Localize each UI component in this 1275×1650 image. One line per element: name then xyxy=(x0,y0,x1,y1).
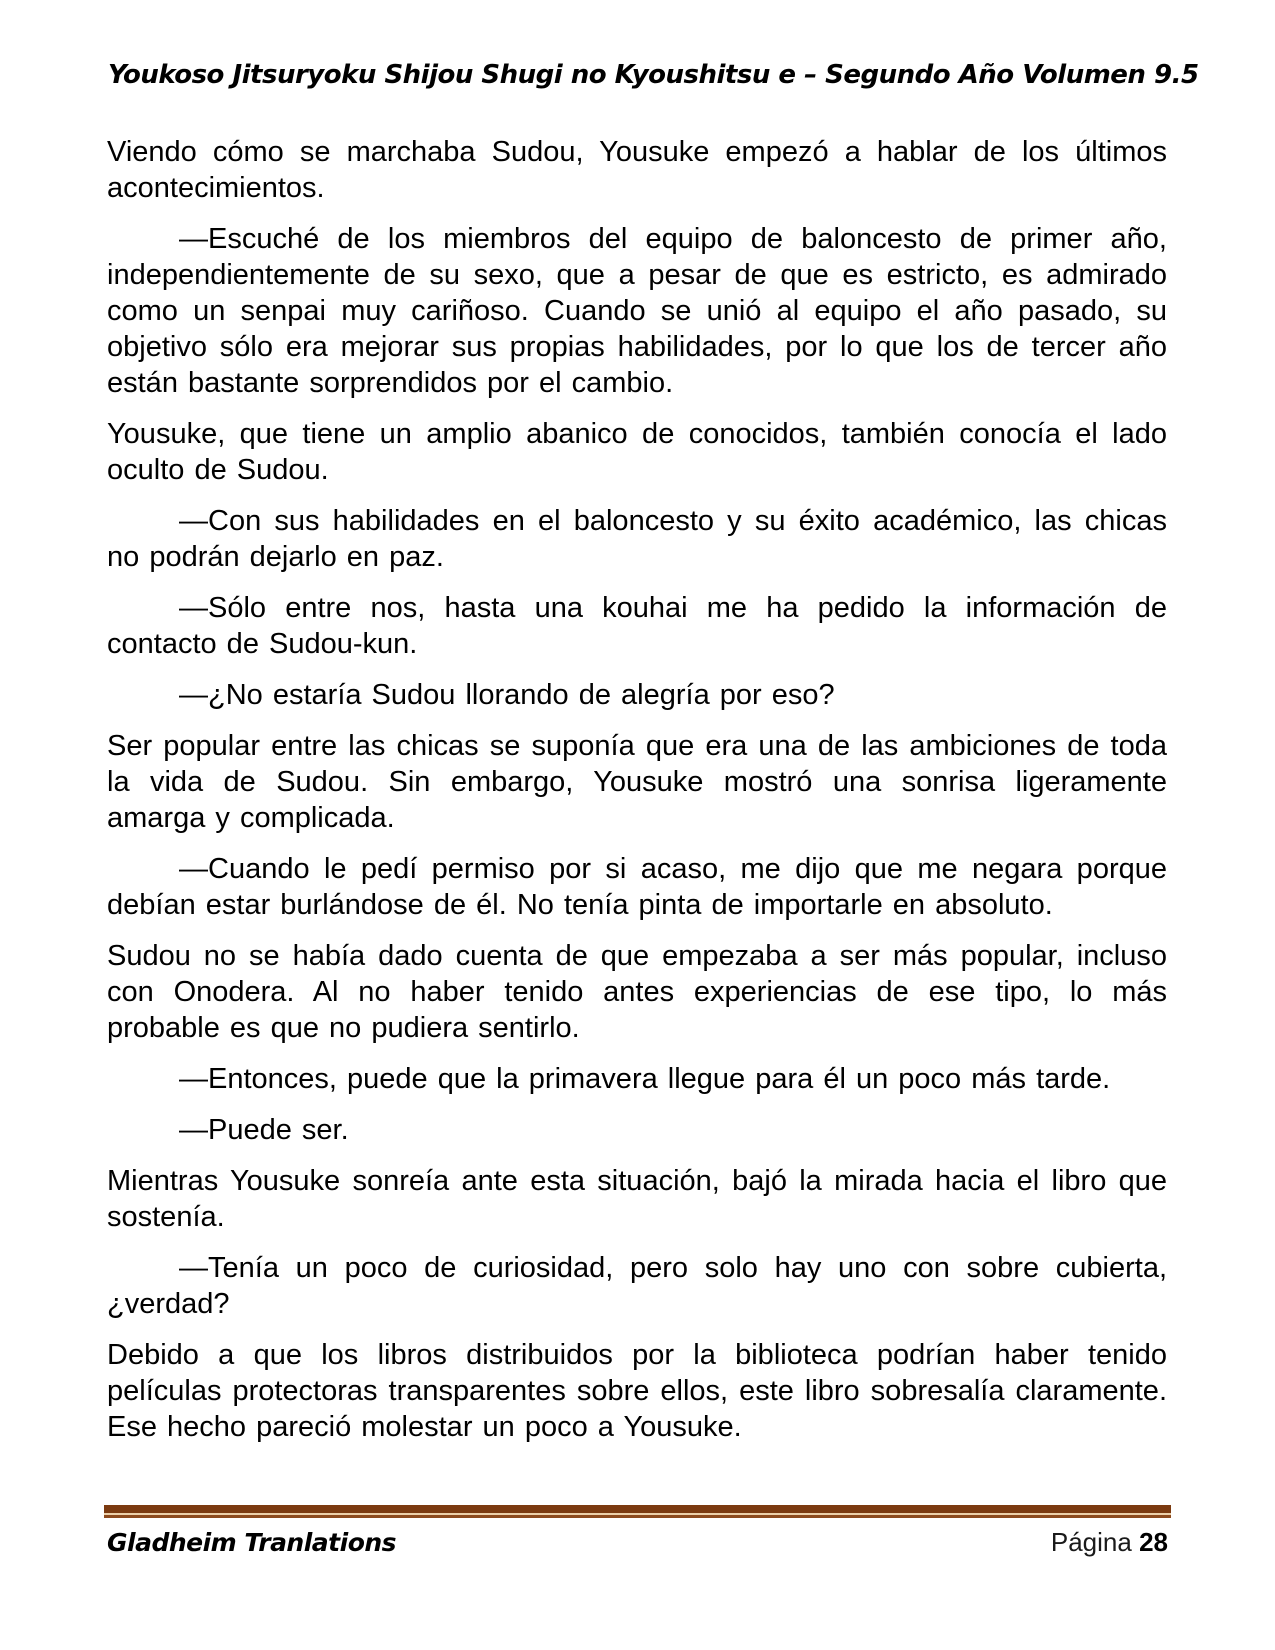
paragraph: Viendo cómo se marchaba Sudou, Yousuke empezó a hablar de los últimos acontecimientos. xyxy=(107,136,1167,204)
paragraph: Debido a que los libros distribuidos por la biblioteca podrían haber tenido películas protectoras transparentes sobre ellos, este libro sobresalía claramente. Ese hecho pareció molestar un poco a Yousuke. xyxy=(107,1339,1167,1443)
paragraph: —Escuché de los miembros del equipo de baloncesto de primer año, independientemente de su sexo, que a pesar de que es estricto, es admirado como un senpai muy cariñoso. Cuando se unió al equipo el año pasado, su objetivo sólo era mejorar sus propias habilidades, por lo que los de tercer año están bastante sorprendidos por el cambio. xyxy=(107,223,1167,399)
body-text xyxy=(107,134,1167,1460)
running-header-title: Youkoso Jitsuryoku Shijou Shugi no Kyoushitsu e – Segundo Año Volumen 9.5 xyxy=(108,60,1199,90)
paragraph: —Puede ser. xyxy=(179,1114,349,1146)
footer-page-indicator xyxy=(1051,1527,1168,1558)
paragraph: Ser popular entre las chicas se suponía que era una de las ambiciones de toda la vida de Sudou. Sin embargo, Yousuke mostró una sonrisa ligeramente amarga y complicada. xyxy=(107,730,1167,834)
paragraph: Mientras Yousuke sonreía ante esta situación, bajó la mirada hacia el libro que sostenía. xyxy=(107,1165,1167,1233)
footer-translator-credit: Gladheim Tranlations xyxy=(107,1528,397,1557)
footer-divider-rule xyxy=(104,1505,1171,1518)
paragraph: —Sólo entre nos, hasta una kouhai me ha pedido la información de contacto de Sudou-kun. xyxy=(107,592,1167,660)
paragraph: —Entonces, puede que la primavera llegue para él un poco más tarde. xyxy=(179,1063,1111,1095)
paragraph: Sudou no se había dado cuenta de que empezaba a ser más popular, incluso con Onodera. Al no haber tenido antes experiencias de ese tipo, lo más probable es que no pudiera sentirlo. xyxy=(107,940,1167,1044)
paragraph: —¿No estaría Sudou llorando de alegría por eso? xyxy=(179,679,835,711)
paragraph: —Con sus habilidades en el baloncesto y su éxito académico, las chicas no podrán dejarlo en paz. xyxy=(107,505,1167,573)
footer xyxy=(107,1527,1168,1558)
footer-page-label: Página xyxy=(1050,1527,1132,1557)
paragraph: —Tenía un poco de curiosidad, pero solo hay uno con sobre cubierta, ¿verdad? xyxy=(107,1252,1167,1320)
paragraph: Yousuke, que tiene un amplio abanico de conocidos, también conocía el lado oculto de Sudou. xyxy=(107,418,1167,486)
paragraph: —Cuando le pedí permiso por si acaso, me dijo que me negara porque debían estar burlándose de él. No tenía pinta de importarle en absoluto. xyxy=(107,853,1167,921)
footer-page-number: 28 xyxy=(1139,1527,1168,1557)
